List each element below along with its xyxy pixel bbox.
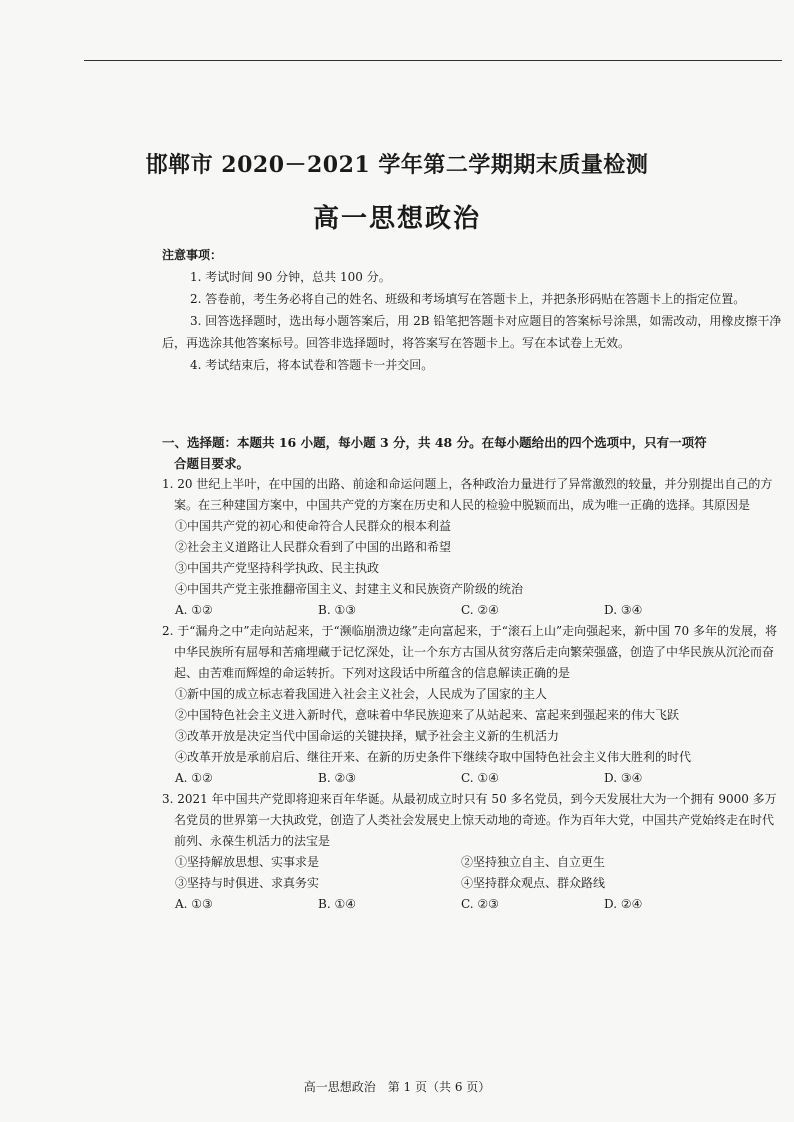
question-option: ②社会主义道路让人民群众看到了中国的出路和希望 xyxy=(175,540,452,554)
question-option: ②坚持独立自主、自立更生 xyxy=(461,855,606,869)
choice-a: A. ①② xyxy=(175,771,213,785)
notice-item: 4. 考试结束后，将本试卷和答题卡一并交回。 xyxy=(190,358,434,372)
question-option: ①新中国的成立标志着我国进入社会主义社会，人民成为了国家的主人 xyxy=(175,687,548,701)
choice-d: D. ③④ xyxy=(604,603,643,617)
question-3 xyxy=(162,789,782,915)
top-rule xyxy=(84,60,782,61)
question-option: ③中国共产党坚持科学执政、民主执政 xyxy=(175,561,380,575)
question-option: ④坚持群众观点、群众路线 xyxy=(461,876,606,890)
choice-d: D. ②④ xyxy=(604,897,643,911)
question-stem: 1. 20 世纪上半叶，在中国的出路、前途和命运问题上，各种政治力量进行了异常激烈的较量，并分别提出自己的方案。在三种建国方案中，中国共产党的方案在历史和人民的检验中脱颖而出，成为唯一正确的选择。其原因是 xyxy=(162,477,773,512)
choice-a: A. ①② xyxy=(175,603,213,617)
question-option: ③坚持与时俱进、求真务实 xyxy=(175,876,320,890)
question-option: ④中国共产党主张推翻帝国主义、封建主义和民族资产阶级的统治 xyxy=(175,582,524,596)
section-heading-line: 一、选择题：本题共 16 小题，每小题 3 分，共 48 分。在每小题给出的四个选项中，只有一项符 xyxy=(162,435,707,450)
question-option: ①中国共产党的初心和使命符合人民群众的根本利益 xyxy=(175,519,452,533)
page-footer: 高一思想政治 第 1 页（共 6 页） xyxy=(303,1080,491,1094)
choice-b: B. ①③ xyxy=(318,603,356,617)
section-heading-line: 合题目要求。 xyxy=(174,456,250,471)
question-2 xyxy=(162,621,782,789)
notice-list xyxy=(162,266,782,376)
answer-choices xyxy=(162,600,782,621)
choice-d: D. ③④ xyxy=(604,771,643,785)
option-row xyxy=(162,873,782,894)
notice-item: 1. 考试时间 90 分钟，总共 100 分。 xyxy=(190,270,391,284)
question-option: ②中国特色社会主义进入新时代，意味着中华民族迎来了从站起来、富起来到强起来的伟大飞跃 xyxy=(175,708,680,722)
question-option: ①坚持解放思想、实事求是 xyxy=(175,855,320,869)
choice-c: C. ②③ xyxy=(461,897,499,911)
notice-item: 2. 答卷前，考生务必将自己的姓名、班级和考场填写在答题卡上，并把条形码贴在答题卡上的指定位置。 xyxy=(190,292,746,306)
choice-a: A. ①③ xyxy=(175,897,213,911)
choice-c: C. ①④ xyxy=(461,771,499,785)
option-row xyxy=(162,852,782,873)
choice-b: B. ①④ xyxy=(318,897,356,911)
notice-heading: 注意事项： xyxy=(162,248,223,262)
choice-b: B. ②③ xyxy=(318,771,356,785)
choice-c: C. ②④ xyxy=(461,603,499,617)
exam-title: 邯郸市 2020－2021 学年第二学期期末质量检测 xyxy=(145,152,649,178)
question-stem: 3. 2021 年中国共产党即将迎来百年华诞。从最初成立时只有 50 多名党员，到今天发展壮大为一个拥有 9000 多万名党员的世界第一大执政党，创造了人类社会发展史上惊天动地的奇迹。作为百年大党，中国共产党始终走在时代前列、永葆生机活力的法宝是 xyxy=(162,792,777,848)
question-stem: 2. 于“漏舟之中”走向站起来，于“濒临崩溃边缘”走向富起来，于“滚石上山”走向强起来，新中国 70 多年的发展，将中华民族所有屈辱和苦痛埋藏于记忆深处，让一个东方古国从贫穷落后走向繁荣强盛，创造了中华民族从沉沦而奋起、由苦难而辉煌的命运转折。下列对这段话中所蕴含的信息解读正确的是 xyxy=(162,624,777,680)
question-option: ③改革开放是决定当代中国命运的关键抉择，赋予社会主义新的生机活力 xyxy=(175,729,560,743)
notice-item: 3. 回答选择题时，选出每小题答案后，用 2B 铅笔把答题卡对应题目的答案标号涂黑，如需改动，用橡皮擦干净后，再选涂其他答案标号。回答非选择题时，将答案写在答题卡上。写在本试卷上无效。 xyxy=(162,314,782,350)
section-heading xyxy=(162,432,782,474)
answer-choices xyxy=(162,768,782,789)
exam-subject: 高一思想政治 xyxy=(312,204,481,234)
answer-choices xyxy=(162,894,782,915)
question-list xyxy=(162,474,782,915)
question-1 xyxy=(162,474,782,621)
question-option: ④改革开放是承前启后、继往开来、在新的历史条件下继续夺取中国特色社会主义伟大胜利的时代 xyxy=(175,750,692,764)
